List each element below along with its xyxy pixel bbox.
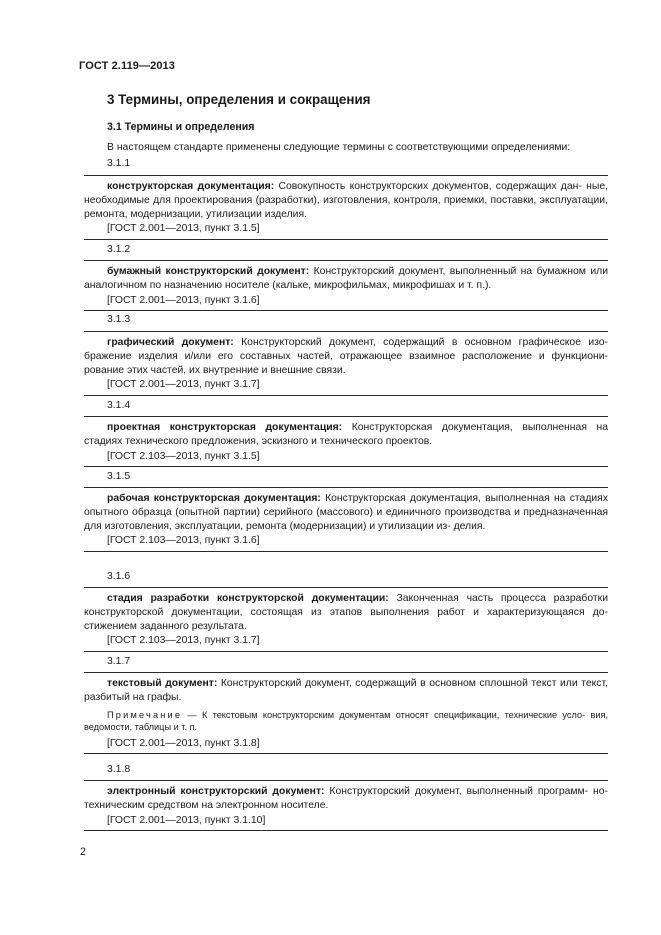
term-definition xyxy=(84,336,608,377)
term-definition xyxy=(84,592,608,633)
subsection-title: 3.1 Термины и определения xyxy=(107,121,255,133)
section-title: 3 Термины, определения и сокращения xyxy=(107,92,371,107)
definition-line: или аналогичном по назначению носителе (кальке, микрофильмах, микрофишах и т. п.). xyxy=(84,266,609,291)
intro-text: В настоящем стандарте применены следующие термины с соответствующими определениями: xyxy=(107,142,571,153)
term-definition-box xyxy=(84,487,608,552)
term-definition xyxy=(84,492,608,533)
term-number: 3.1.2 xyxy=(107,244,131,255)
term-number: 3.1.8 xyxy=(107,764,131,775)
term-reference: [ГОСТ 2.103—2013, пункт 3.1.6] xyxy=(107,535,260,547)
definition-line: Совокупность конструкторских документов, содержащих дан- xyxy=(278,181,582,192)
term-definition xyxy=(84,421,608,449)
definition-line: Конструкторская документация, выполненная на xyxy=(351,422,608,433)
term-reference: [ГОСТ 2.103—2013, пункт 3.1.5] xyxy=(107,450,260,462)
definition-line: Конструкторский документ, выполненный на бумажном xyxy=(313,266,586,277)
term-definition-box xyxy=(84,672,608,754)
term-number: 3.1.5 xyxy=(107,471,131,482)
term-definition-box xyxy=(84,260,608,311)
term-definition xyxy=(84,785,608,813)
term-name: бумажный конструкторский документ: xyxy=(107,266,310,277)
term-name: текстовый документ: xyxy=(107,678,218,689)
note-line: — К текстовым конструкторским документам относят спецификации, технические усло- xyxy=(182,709,586,720)
definition-line: Конструкторский документ, выполненный программ- xyxy=(329,786,589,797)
definition-line: и предназначенная для изготовления, эксплуатации, ремонта (модернизации) и утилизации из- xyxy=(84,506,608,532)
term-definition-box xyxy=(84,587,608,652)
term-number: 3.1.1 xyxy=(107,158,131,169)
term-reference: [ГОСТ 2.103—2013, пункт 3.1.7] xyxy=(107,635,260,647)
definition-line: эксплуатации, ремонта, модернизации, утилизации изделия. xyxy=(84,194,609,220)
term-note xyxy=(84,709,608,734)
definition-line: стадиях опытного образца (опытной партии) серийного (массового) и единичного производства xyxy=(84,493,609,518)
term-definition-box xyxy=(84,780,608,831)
term-name: рабочая конструкторская документация: xyxy=(107,493,321,504)
term-reference: [ГОСТ 2.001—2013, пункт 3.1.8] xyxy=(107,737,260,749)
term-definition xyxy=(84,265,608,293)
term-definition-box xyxy=(84,331,608,396)
definition-line: делия. xyxy=(453,520,486,532)
definition-line: конструкторской документации, состоящая из этапов выполнения работ и характеризующаяся до- xyxy=(84,606,608,618)
term-name: электронный конструкторский документ: xyxy=(107,786,325,797)
definition-line: но-техническим средством на электронном носителе. xyxy=(84,786,609,811)
page-number: 2 xyxy=(80,846,86,858)
term-reference: [ГОСТ 2.001—2013, пункт 3.1.5] xyxy=(107,223,260,235)
definition-line: бражение изделия и/или его составных частей, отражающее взаимное расположение и функциони- xyxy=(84,350,608,362)
term-definition-box xyxy=(84,416,608,467)
note-label: Примечание xyxy=(107,709,183,720)
term-name: проектная конструкторская документация: xyxy=(107,422,343,433)
definition-line: стадиях технического предложения, эскизного и технического проектов. xyxy=(84,435,433,447)
definition-line: рование этих частей, их внутренние и внешние связи. xyxy=(84,364,346,376)
definition-line: Конструкторская документация, выполненная на xyxy=(325,493,566,504)
definition-line: Конструкторский документ, содержащий в основном графическое изо- xyxy=(241,337,609,348)
document-header: ГОСТ 2.119—2013 xyxy=(79,60,175,72)
term-reference: [ГОСТ 2.001—2013, пункт 3.1.7] xyxy=(107,379,260,391)
term-name: стадия разработки конструкторской документации: xyxy=(107,593,389,604)
term-number: 3.1.4 xyxy=(107,400,131,411)
definition-line: Законченная часть процесса разработки xyxy=(396,593,609,604)
term-name: конструкторская документация: xyxy=(107,181,275,192)
term-number: 3.1.3 xyxy=(107,314,131,325)
term-name: графический документ: xyxy=(107,337,234,348)
term-reference: [ГОСТ 2.001—2013, пункт 3.1.6] xyxy=(107,294,260,306)
term-number: 3.1.7 xyxy=(107,656,131,667)
definition-line: ные, необходимые для проектирования (разработки), изготовления, контроля, приемки, поставки, xyxy=(84,181,609,206)
term-number: 3.1.6 xyxy=(107,571,131,582)
term-definition xyxy=(84,180,608,221)
definition-line: стижением заданного результата. xyxy=(84,620,247,632)
term-definition xyxy=(84,677,608,705)
term-reference: [ГОСТ 2.001—2013, пункт 3.1.10] xyxy=(107,814,266,826)
note-line: вия, ведомости, таблицы и т. п. xyxy=(84,709,608,733)
definition-line: Конструкторский документ, содержащий в основном сплошной текст или xyxy=(220,678,578,689)
definition-line: текст, разбитый на графы. xyxy=(84,678,608,703)
term-definition-box xyxy=(84,175,608,240)
